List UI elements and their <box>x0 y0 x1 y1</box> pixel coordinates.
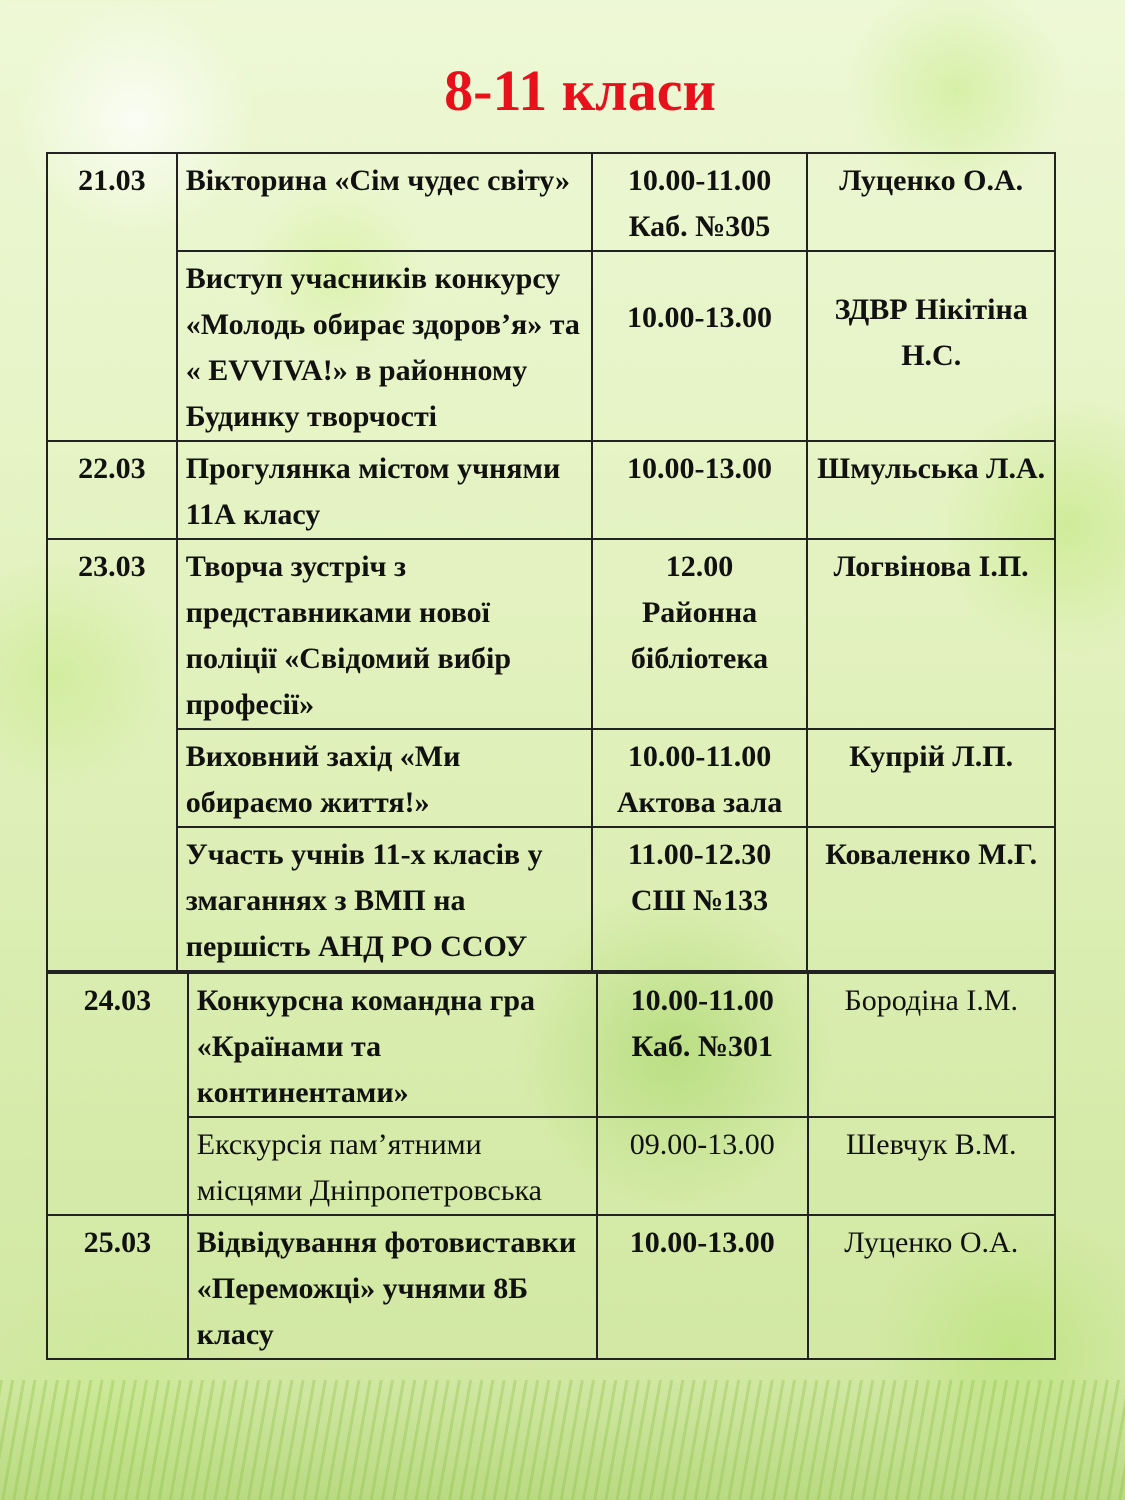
date-cell: 21.03 <box>47 153 177 441</box>
time-text: 10.00-11.00 <box>627 164 772 197</box>
event-cell: Вікторина «Сім чудес світу» <box>177 153 592 251</box>
table-row <box>47 827 1055 971</box>
responsible-cell: Логвінова І.П. <box>807 539 1055 729</box>
time-text: 11.00-12.30 <box>627 838 772 871</box>
time-cell: 09.00-13.00 <box>597 1117 807 1215</box>
responsible-cell: Луценко О.А. <box>808 1215 1056 1359</box>
time-text: 10.00-11.00 <box>627 740 772 773</box>
responsible-cell: ЗДВР Нікітіна Н.С. <box>807 251 1055 441</box>
place-text: Каб. №305 <box>628 210 771 243</box>
place-text: СШ №133 <box>630 884 769 917</box>
time-text: 10.00-11.00 <box>630 984 774 1017</box>
table-row <box>47 973 1055 1117</box>
event-cell: Виступ учасників конкурсу «Молодь обирає здоров’я» та « EVVIVA!» в районному Будинку творчості <box>177 251 592 441</box>
responsible-cell: Луценко О.А. <box>807 153 1055 251</box>
time-cell <box>592 827 808 971</box>
table-row <box>47 153 1055 251</box>
responsible-cell: Шевчук В.М. <box>808 1117 1056 1215</box>
time-cell <box>592 539 808 729</box>
event-cell: Екскурсія пам’ятними місцями Дніпропетровська <box>188 1117 597 1215</box>
time-cell <box>592 729 808 827</box>
place-text: Актова зала <box>616 786 783 819</box>
page-title: 8-11 класи <box>444 58 716 123</box>
time-cell: 10.00-13.00 <box>597 1215 807 1359</box>
event-cell: Участь учнів 11-х класів у змаганнях з ВМП на першість АНД РО ССОУ <box>177 827 592 971</box>
date-cell: 22.03 <box>47 441 177 539</box>
event-cell: Відвідування фотовиставки «Переможці» учнями 8Б класу <box>188 1215 597 1359</box>
date-cell: 25.03 <box>47 1215 188 1359</box>
event-cell: Прогулянка містом учнями 11А класу <box>177 441 592 539</box>
time-cell <box>597 973 807 1117</box>
table-row <box>47 441 1055 539</box>
time-cell <box>592 153 808 251</box>
event-cell: Виховний захід «Ми обираємо життя!» <box>177 729 592 827</box>
schedule-table-top <box>46 152 1056 972</box>
date-cell: 23.03 <box>47 539 177 971</box>
table-row <box>47 1117 1055 1215</box>
responsible-cell: Шмульська Л.А. <box>807 441 1055 539</box>
grass-decoration <box>0 1380 1125 1500</box>
event-cell: Конкурсна командна гра «Країнами та континентами» <box>188 973 597 1117</box>
table-row <box>47 539 1055 729</box>
table-row <box>47 251 1055 441</box>
schedule-table-bottom <box>46 972 1056 1360</box>
place-text: Районна бібліотека <box>630 596 769 675</box>
date-cell: 24.03 <box>47 973 188 1215</box>
time-cell: 10.00-13.00 <box>592 441 808 539</box>
event-cell: Творча зустріч з представниками нової поліції «Свідомий вибір професії» <box>177 539 592 729</box>
table-row <box>47 729 1055 827</box>
responsible-cell: Бородіна І.М. <box>808 973 1056 1117</box>
time-text: 12.00 <box>665 550 734 583</box>
table-row <box>47 1215 1055 1359</box>
time-cell: 10.00-13.00 <box>592 251 808 441</box>
responsible-cell: Купрій Л.П. <box>807 729 1055 827</box>
responsible-cell: Коваленко М.Г. <box>807 827 1055 971</box>
place-text: Каб. №301 <box>631 1030 774 1063</box>
